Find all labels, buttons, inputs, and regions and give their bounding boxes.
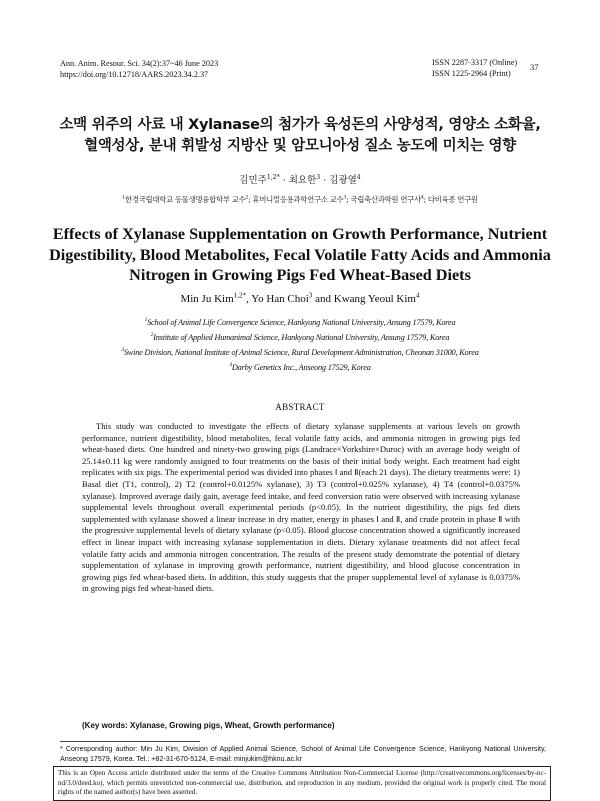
journal-citation: Ann. Anim. Resour. Sci. 34(2):37~46 June 2023 [60,59,219,68]
aff-3-text: Swine Division, National Institute of Animal Science, Rural Development Administration, Cheonan 31000, Korea [123,348,479,357]
english-title-line-1: Effects of Xylanase Supplementation on Growth Performance, Nutrient [52,225,548,243]
korean-author-1: 김민주 [239,175,267,186]
aff-1-sup: 1 [144,317,148,324]
license-box: This is an Open Access article distributed under the terms of the Creative Commons Attribution Non-Commercial License (http://creativecommons.org/licenses/by-nc-nd/3.0/deed.ko), which permits unrestricted non-commercial use, distribution, and reproduction in any medium, provided the original work is properly cited. The moral rights of the named author(s) have been asserted. [53,766,551,801]
issn-block [432,57,517,79]
kr-aff-2: ; 휴머니멀응용과학연구소 교수 [248,195,344,204]
english-title-line-3: Nitrogen in Growing Pigs Fed Wheat-Based Diets [129,266,471,284]
english-affiliation-2 [0,333,600,342]
abstract-heading: ABSTRACT [275,402,325,412]
aff-3-sup: 3 [121,347,124,354]
kr-aff-4-sup: 4 [420,195,424,201]
corresponding-author-note: * Corresponding author: Min Ju Kim, Division of Applied Animal Science, School of Animal Life Convergence Science, Hankyong National University, Anseong 17579, Korea. Tel.: +82-31-670-5124, E-mail: minjukim@hknu.ac.kr [60,745,546,763]
aff-2-sup: 2 [150,332,154,339]
abstract-body: This study was conducted to investigate the effects of dietary xylanase supplements at various levels on growth performance, nutrient digestibility, blood metabolites, fecal volatile fatty acids, and ammonia nitrogen in growing pigs fed wheat-based diets. One hundred and ninety-two growing pigs (Landrace×Yorkshire×Duroc) with an average body weight of 25.14±0.11 kg were randomly assigned to four treatments on the basis of their initial body weight. Each treatment had eight replicates with six pigs. The experimental period was divided into phases Ⅰ and Ⅱ(each 21 days). The dietary treatments were: 1) Basal diet (T1, control), 2) T2 (control+0.0125% xylanase), 3) T3 (control+0.025% xylanase), 4) T4 (control+0.0375% xylanase). Improved average daily gain, average feed intake, and feed conversion ratio were observed with increasing xylanase supplemental levels throughout overall experimental periods (p<0.05). In the nutrient digestibility, the pigs fed diets supplemented with xylanase showed a linear increase in dry matter, energy in phases Ⅰ and Ⅱ, and crude protein in phase Ⅱ with the progressive supplemental levels of dietary xylanase (p<0.05). Blood glucose concentration showed a significantly increased effect in linear impact with increasing xylanase supplementation in diets. Dietary xylanase treatments did not affect fecal volatile fatty acids and ammonia nitrogen concentration. The results of the present study demonstrate the potential of dietary supplementation of xylanase in improving growth performance, nutrient digestibility, and blood glucose concentration in growing pigs fed wheat-based diets. In addition, this study suggests that the proper supplemental level of xylanase is 0.0375% in growing pigs fed wheat-based diets. [82,421,520,594]
korean-author-2: 최요한 [288,175,317,186]
issn-print: ISSN 1225-2964 (Print) [432,69,511,78]
aff-4-text: Darby Genetics Inc., Anseong 17529, Korea [231,363,371,372]
english-affiliation-4 [0,363,600,372]
kr-aff-1: 한경국립대학교 동물생명융합학부 교수 [125,195,246,204]
english-authors [0,293,600,305]
korean-affiliations [30,194,570,205]
keywords: (Key words: Xylanase, Growing pigs, Wheat, Growth performance) [82,721,335,730]
english-author-2-sup: 3 [308,291,313,300]
issn-online: ISSN 2287-3317 (Online) [432,58,518,67]
doi-link[interactable]: https://doi.org/10.12718/AARS.2023.34.2.37 [60,70,209,79]
aff-1-text: School of Animal Life Convergence Science, Hankyong National University, Ansung 17579, Korea [147,318,456,327]
korean-title-line-2: 혈액성상, 분내 휘발성 지방산 및 암모니아성 질소 농도에 미치는 영향 [84,138,516,154]
english-title-line-2: Digestibility, Blood Metabolites, Fecal Volatile Fatty Acids and Ammonia [49,246,551,264]
english-affiliation-3 [0,348,600,357]
kr-aff-4: ; 다비육종 연구원 [423,195,478,204]
author-separator: · [279,175,289,186]
english-author-3: and Kwang Yeoul Kim [312,293,416,305]
journal-header [60,58,218,80]
footnote-divider [60,741,200,742]
english-author-2: , Yo Han Choi [246,293,309,305]
korean-author-3: 김광열 [329,175,357,186]
aff-2-text: Institute of Applied Humanimal Science, Hankyong National University, Ansung 17579, Korea [153,333,450,342]
english-affiliation-1 [0,318,600,327]
kr-aff-3-sup: 3 [343,195,347,201]
kr-aff-1-sup: 1 [122,195,126,201]
english-author-1: Min Ju Kim [180,293,234,305]
korean-author-1-sup: 1,2* [266,173,280,181]
page-number: 37 [530,62,539,72]
kr-aff-2-sup: 2 [245,195,249,201]
aff-4-sup: 4 [229,362,232,369]
korean-author-2-sup: 3 [316,173,321,181]
korean-title-line-1: 소맥 위주의 사료 내 Xylanase의 첨가가 육성돈의 사양성적, 영양소 소화율, [59,117,541,133]
author-separator: · [320,175,330,186]
korean-author-3-sup: 4 [356,173,361,181]
korean-authors [0,172,600,186]
english-author-1-sup: 1,2* [233,291,247,300]
kr-aff-3: ; 국립축산과학원 연구사 [346,195,421,204]
english-author-3-sup: 4 [415,291,420,300]
